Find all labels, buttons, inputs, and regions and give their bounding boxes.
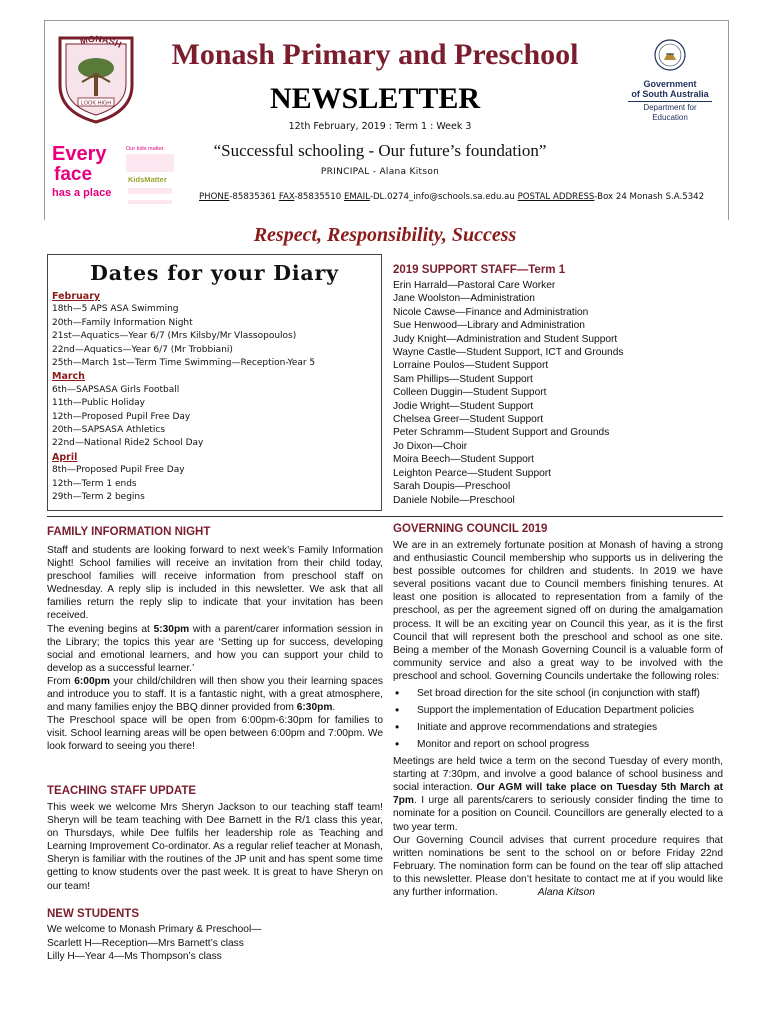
fax-label: FAX <box>278 192 295 202</box>
diary-box <box>47 254 382 511</box>
support-staff-section <box>393 264 723 507</box>
staff-row: Lorraine Poulos—Student Support <box>393 360 549 372</box>
government-logo <box>620 38 720 123</box>
family-night-title: FAMILY INFORMATION NIGHT <box>47 526 211 538</box>
staff-row: Sue Henwood—Library and Administration <box>393 320 585 332</box>
school-tagline: “Successful schooling - Our future’s foundation” <box>213 141 547 160</box>
family-night-section <box>47 526 383 754</box>
staff-row: Judy Knight—Administration and Student Support <box>393 333 618 345</box>
diary-month-february <box>52 290 377 370</box>
diary-event: 12th—Term 1 ends <box>52 478 137 489</box>
teaching-staff-section <box>47 785 383 893</box>
every-face-logo <box>50 140 180 212</box>
text-run: your child/children will then show you their learning spaces and introduce you to staff. It is a fantastic night, with a great atmosphere, and many families enjoy the BBQ dinner provided from <box>47 675 383 714</box>
has-a-place-text: has a place <box>52 187 112 199</box>
new-students-line: Scarlett H—Reception—Mrs Barnett’s class <box>47 937 244 949</box>
staff-row: Erin Harrald—Pastoral Care Worker <box>393 280 556 291</box>
diary-title: Dates for your Diary <box>90 261 339 285</box>
governing-para2 <box>393 755 723 834</box>
staff-row: Leighton Pearce—Student Support <box>393 467 552 479</box>
staff-row: Jane Woolston—Administration <box>393 293 535 305</box>
issue-date: 12th February, 2019 : Term 1 : Week 3 <box>288 121 472 132</box>
governing-council-title: GOVERNING COUNCIL 2019 <box>393 523 548 535</box>
new-students-line: Lilly H—Year 4—Ms Thompson’s class <box>47 951 222 962</box>
staff-row: Sarah Doupis—Preschool <box>393 481 511 493</box>
crest-text: MONASH <box>78 33 123 50</box>
staff-row: Peter Schramm—Student Support and Grounds <box>393 427 610 439</box>
gov-line1: Government <box>643 79 697 89</box>
time-bold: 6:00pm <box>74 675 110 687</box>
phone-label: PHONE <box>199 192 230 202</box>
diary-month-march <box>52 370 377 450</box>
family-night-para4: The Preschool space will be open from 6:00pm-6:30pm for families to visit. School learning areas will be open between 6:00pm and 7:00pm. We look forward to seeing you there! <box>47 715 383 753</box>
text-run: . <box>332 702 336 714</box>
list-item: • Support the implementation of Education Department policies <box>393 702 723 719</box>
text-run: with a parent/carer information session in the Library; the topics this year are ‘Setting up for success, developing social and emotional learners, and how you can support your child to develop as a successful learner.’ <box>47 623 383 674</box>
list-item: • Set broad direction for the site school (in conjunction with staff) <box>393 685 723 702</box>
governing-roles-list <box>393 685 723 753</box>
family-night-para2 <box>47 623 383 675</box>
teaching-staff-para: This week we welcome Mrs Sheryn Jackson to our teaching staff team! Sheryn will be team teaching with Dee Barnett in the R/1 class this year, on Thursdays, while Dee fulfils her leadership role as Teaching and Learning Improvement Co-ordinator. As a regular relief teacher at Monash, Sheryn is familiar with the routines of the JP unit and has spent some time getting to know students over the past week. It is great to have Sheryn on our team! <box>47 802 383 892</box>
every-text: Every <box>52 143 107 165</box>
staff-row: Wayne Castle—Student Support, ICT and Grounds <box>393 347 624 359</box>
teaching-staff-title: TEACHING STAFF UPDATE <box>47 785 197 797</box>
crest-banner: LOOK HIGH <box>80 100 112 107</box>
diary-event: 20th—Family Information Night <box>52 317 193 328</box>
diary-month-april <box>52 451 377 505</box>
staff-row: Nicole Cawse—Finance and Administration <box>393 306 589 318</box>
diary-event: 21st—Aquatics—Year 6/7 (Mrs Kilsby/Mr Vlassopoulos) <box>52 331 297 342</box>
diary-event: 22nd—National Ride2 School Day <box>52 438 204 449</box>
school-title: Monash Primary and Preschool <box>171 38 579 71</box>
postal-value: -Box 24 Monash S.A.5342 <box>594 192 705 202</box>
gov-line3: Department for Education <box>628 101 712 123</box>
text-run: Our Governing Council advises that current procedure requires that written nominations be sent to the school on or before Friday 22nd February. The nomination form can be found on the tear off slip attached to this newsletter. Please don’t hesitate to contact me at if you would like any further information. <box>393 834 723 898</box>
staff-row: Chelsea Greer—Student Support <box>393 414 544 426</box>
diary-event: 18th—5 APS ASA Swimming <box>52 304 179 315</box>
signature: Alana Kitson <box>537 886 595 898</box>
time-bold: 6:30pm <box>296 702 333 714</box>
month-label: February <box>52 291 101 302</box>
diary-event: 29th—Term 2 begins <box>52 492 145 503</box>
diary-event: 12th—Proposed Pupil Free Day <box>52 411 191 422</box>
month-label: April <box>52 451 78 463</box>
principal-line: PRINCIPAL - Alana Kitson <box>320 167 440 177</box>
gov-emblem-icon <box>653 38 687 74</box>
staff-row: Moira Beech—Student Support <box>393 454 535 466</box>
family-night-para1: Staff and students are looking forward to next week’s Family Information Night! School families will receive an invitation from their child today, preschool families will receive information from preschool staff on Wednesday. A reply slip is included in this newsletter. We ask that all families return the reply slip to indicate that your invitation has been received. <box>47 545 383 622</box>
new-students-title: NEW STUDENTS <box>47 908 139 920</box>
list-item: • Initiate and approve recommendations and strategies <box>393 719 723 736</box>
staff-row: Jo Dixon—Choir <box>393 440 468 452</box>
time-bold: 5:30pm <box>153 623 190 635</box>
agm-bold: Our AGM will take place on Tuesday 5th March at 7pm <box>393 782 723 807</box>
kids-matter-text: Our kids matter. <box>126 146 165 152</box>
text-run: Meetings are held twice a term on the second Tuesday of every month, starting at 7:30pm, and involve a good balance of school business and social interaction. <box>393 756 723 794</box>
phone-value: -85835361 <box>229 192 279 202</box>
diary-event: 11th—Public Holiday <box>52 398 146 409</box>
staff-row: Colleen Duggin—Student Support <box>393 387 547 399</box>
face-text: face <box>54 164 93 185</box>
governing-para3 <box>393 834 723 899</box>
fax-value: -85835510 <box>294 192 344 202</box>
staff-row: Sam Phillips—Student Support <box>393 373 533 385</box>
text-run: The evening begins at <box>47 623 154 635</box>
month-label: March <box>52 371 85 383</box>
newsletter-heading: NEWSLETTER <box>269 82 481 115</box>
governing-council-section <box>393 523 723 899</box>
section-divider <box>47 516 723 517</box>
contact-line <box>199 192 719 202</box>
staff-row: Jodie Wright—Student Support <box>393 400 534 412</box>
postal-label: POSTAL ADDRESS <box>517 192 595 202</box>
governing-para1: We are in an extremely fortunate position at Monash of having a strong and enthusiastic Council membership who supports us in delivering the best possible outcomes for children and students. In 2019 we have several positions vacant due to Council members finishing tenures. At least one position is allocated to representation from a family of the preschool, as per the agreement signed off on during the amalgamation process. It will be an exciting year on Council this year, as it is the first Council that will represent both the preschool and school as one site. Being a member of the Monash Governing Council is a valuable form of community service and also a great way to be involved with the preschool and school. Governing Councils undertake the following roles: <box>393 540 723 682</box>
staff-row: Daniele Nobile—Preschool <box>393 494 515 506</box>
text-run: From <box>47 675 75 687</box>
kidsmatter-logo-text: KidsMatter <box>128 175 167 184</box>
text-run: . I urge all parents/carers to seriously consider finding the time to nominate for a position on Council. Councillors are generally elected to a two year term. <box>393 795 723 833</box>
email-value[interactable]: -DL.0274_info@schools.sa.edu.au <box>369 192 518 202</box>
school-motto: Respect, Responsibility, Success <box>253 224 517 246</box>
school-crest-logo <box>52 30 140 124</box>
email-label: EMAIL <box>343 192 370 202</box>
diary-event: 20th—SAPSASA Athletics <box>52 425 166 436</box>
diary-event: 6th—SAPSASA Girls Football <box>52 384 180 395</box>
diary-event: 25th—March 1st—Term Time Swimming—Reception-Year 5 <box>52 358 316 369</box>
list-item: • Monitor and report on school progress <box>393 736 723 753</box>
new-students-line: We welcome to Monash Primary & Preschool— <box>47 924 262 935</box>
new-students-section <box>47 908 383 964</box>
gov-line2: of South Australia <box>631 89 709 99</box>
support-staff-title: 2019 SUPPORT STAFF—Term 1 <box>393 264 566 276</box>
family-night-para3 <box>47 675 383 714</box>
diary-event: 22nd—Aquatics—Year 6/7 (Mr Trobbiani) <box>52 344 233 355</box>
diary-event: 8th—Proposed Pupil Free Day <box>52 465 185 476</box>
